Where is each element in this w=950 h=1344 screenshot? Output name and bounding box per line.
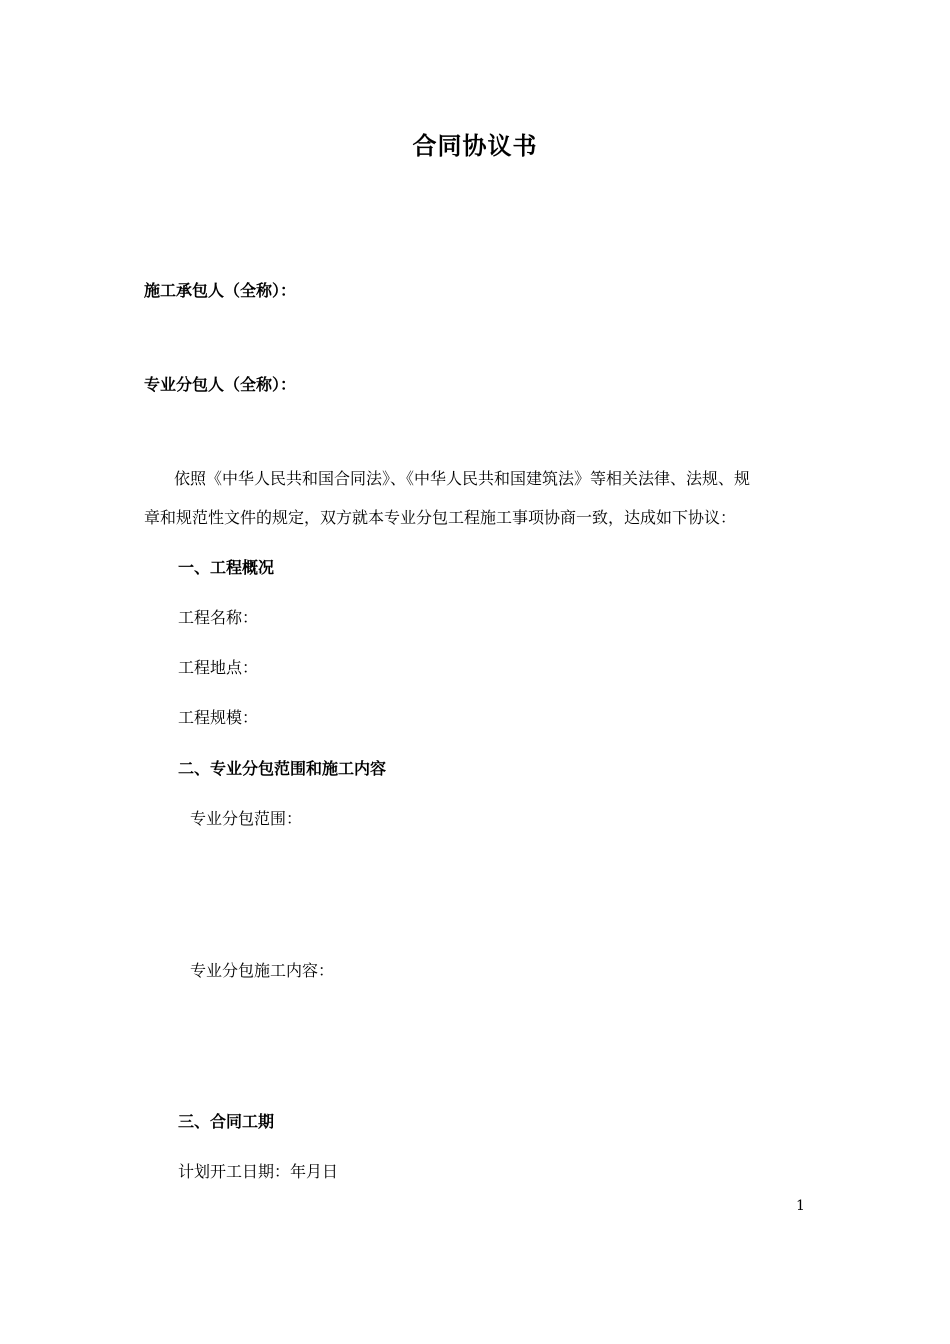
subcontract-scope-label: 专业分包范围： <box>190 809 303 828</box>
document-title: 合同协议书 <box>412 132 538 160</box>
subcontract-content-label: 专业分包施工内容： <box>190 961 335 980</box>
project-name-label: 工程名称： <box>178 608 259 627</box>
project-scale-label: 工程规模： <box>178 708 259 727</box>
section-2-heading: 二、专业分包范围和施工内容 <box>178 759 387 778</box>
subcontractor-label: 专业分包人（全称）： <box>144 375 297 394</box>
section-1-heading: 一、工程概况 <box>178 558 275 577</box>
page-number: 1 <box>796 1198 805 1214</box>
intro-paragraph-line-2: 章和规范性文件的规定，双方就本专业分包工程施工事项协商一致，达成如下协议： <box>144 508 737 527</box>
project-location-label: 工程地点： <box>178 658 259 677</box>
section-3-heading: 三、合同工期 <box>178 1112 275 1131</box>
planned-start-date-label: 计划开工日期：年月日 <box>178 1162 339 1181</box>
contractor-label: 施工承包人（全称）： <box>144 281 297 300</box>
intro-paragraph-line-1: 依照《中华人民共和国合同法》、《中华人民共和国建筑法》等相关法律、法规、规 <box>174 469 751 488</box>
